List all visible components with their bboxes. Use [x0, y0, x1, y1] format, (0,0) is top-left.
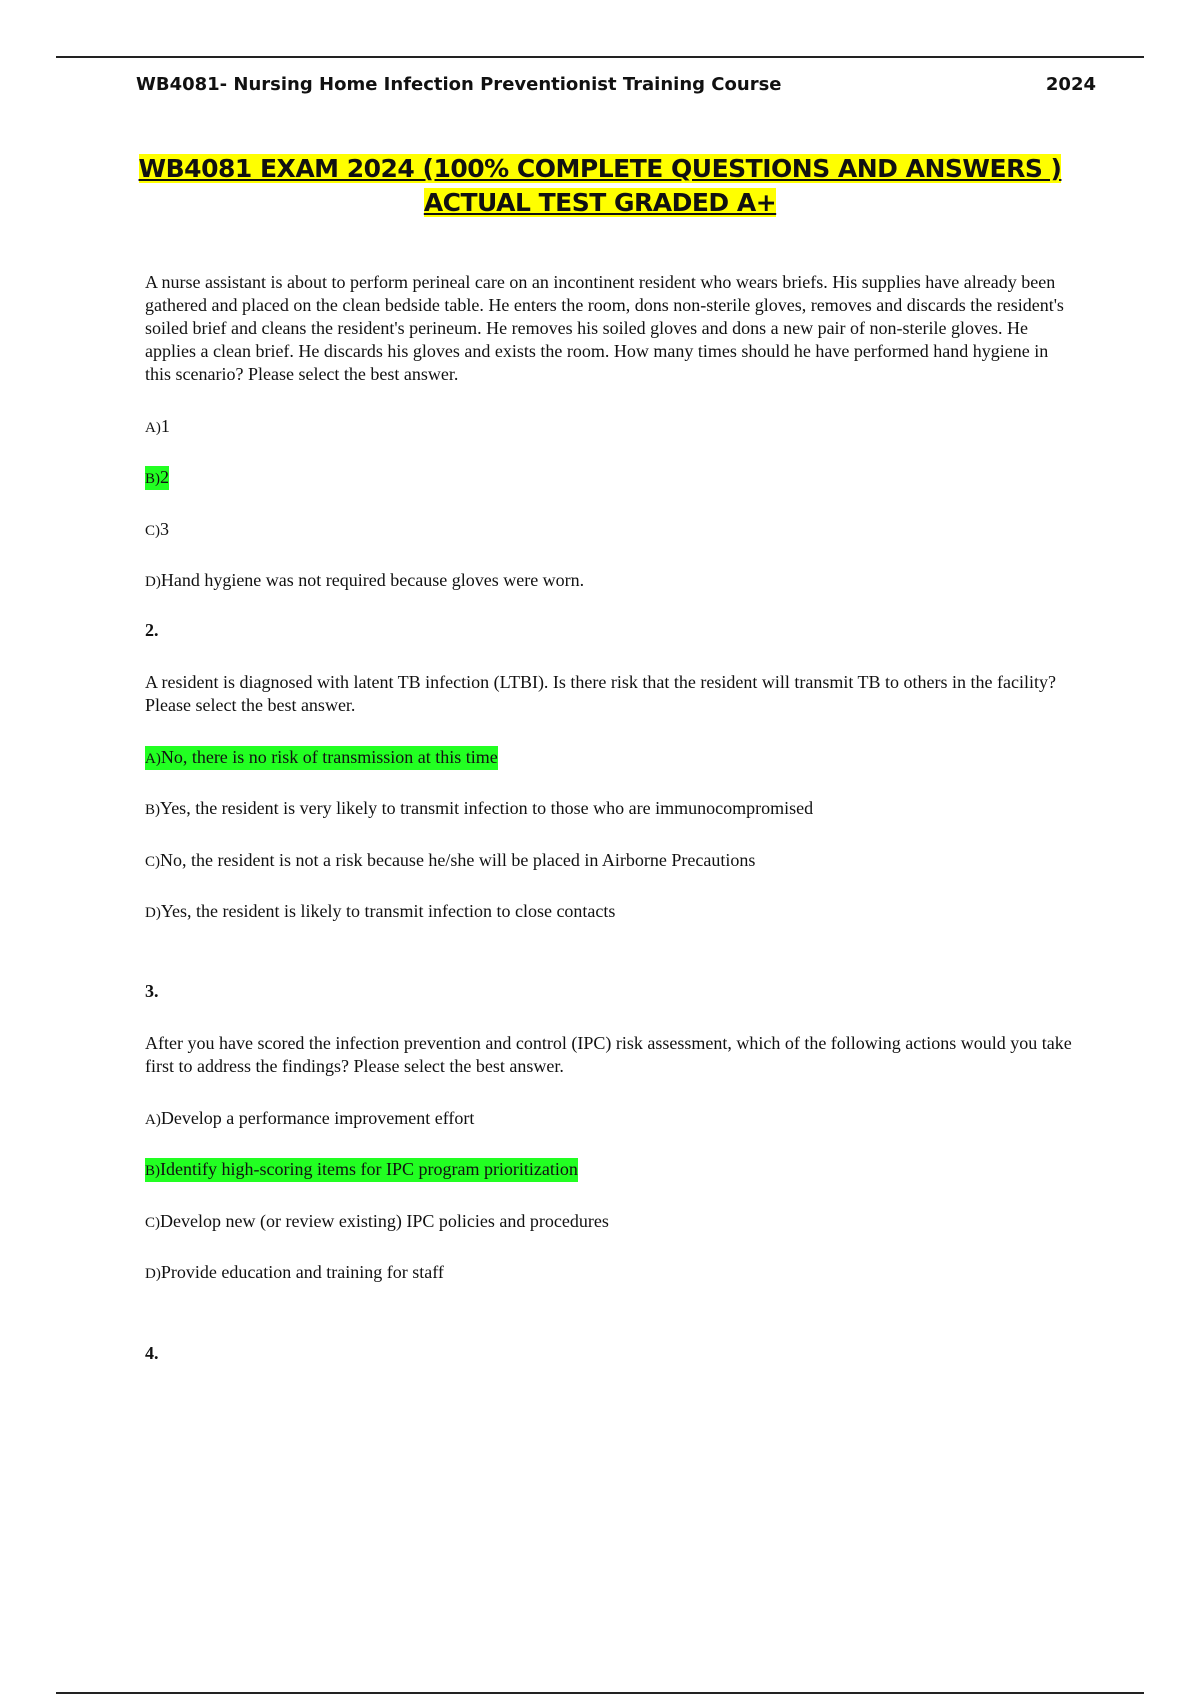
correct-answer-option: B)Identify high-scoring items for IPC program prioritization	[145, 1158, 578, 1182]
answer-option: B)Yes, the resident is very likely to transmit infection to those who are immunocompromised	[145, 798, 814, 818]
answer-option: A)Develop a performance improvement effort	[145, 1108, 475, 1128]
header-rule	[56, 56, 1144, 58]
answer-option: D)Yes, the resident is likely to transmit infection to close contacts	[145, 901, 616, 921]
course-title: WB4081- Nursing Home Infection Preventionist Training Course	[136, 74, 782, 95]
question-text: A resident is diagnosed with latent TB infection (LTBI). Is there risk that the resident will transmit TB to others in the facility? Please select the best answer.	[145, 672, 1056, 715]
answer-option: C)3	[145, 519, 169, 539]
exam-title-line2: ACTUAL TEST GRADED A+	[423, 188, 777, 217]
question-text: After you have scored the infection prevention and control (IPC) risk assessment, which of the following actions would you take first to address the findings? Please select the best answer.	[145, 1033, 1072, 1076]
question-number: 2.	[145, 620, 159, 640]
correct-answer-option: A)No, there is no risk of transmission at this time	[145, 746, 498, 770]
running-header	[136, 74, 1096, 95]
question-text: A nurse assistant is about to perform perineal care on an incontinent resident who wears briefs. His supplies have already been gathered and placed on the clean bedside table. He enters the room, dons non-sterile gloves, removes and discards the resident's soiled brief and cleans the resident's perineum. He removes his soiled gloves and dons a new pair of non-sterile gloves. He applies a clean brief. He discards his gloves and exists the room. How many times should he have performed hand hygiene in this scenario? Please select the best answer.	[145, 272, 1064, 384]
answer-option: D)Provide education and training for staff	[145, 1262, 444, 1282]
exam-title-line1: WB4081 EXAM 2024 (100% COMPLETE QUESTIONS AND ANSWERS )	[138, 154, 1062, 183]
exam-title	[90, 152, 1110, 220]
answer-option: C)Develop new (or review existing) IPC policies and procedures	[145, 1211, 609, 1231]
question-number: 4.	[145, 1343, 159, 1363]
header-year: 2024	[1045, 74, 1096, 95]
correct-answer-option: B)2	[145, 466, 169, 490]
answer-option: A)1	[145, 416, 170, 436]
answer-option: C)No, the resident is not a risk because he/she will be placed in Airborne Precautions	[145, 850, 756, 870]
footer-rule	[56, 1692, 1144, 1694]
answer-option: D)Hand hygiene was not required because gloves were worn.	[145, 570, 585, 590]
question-number: 3.	[145, 981, 159, 1001]
